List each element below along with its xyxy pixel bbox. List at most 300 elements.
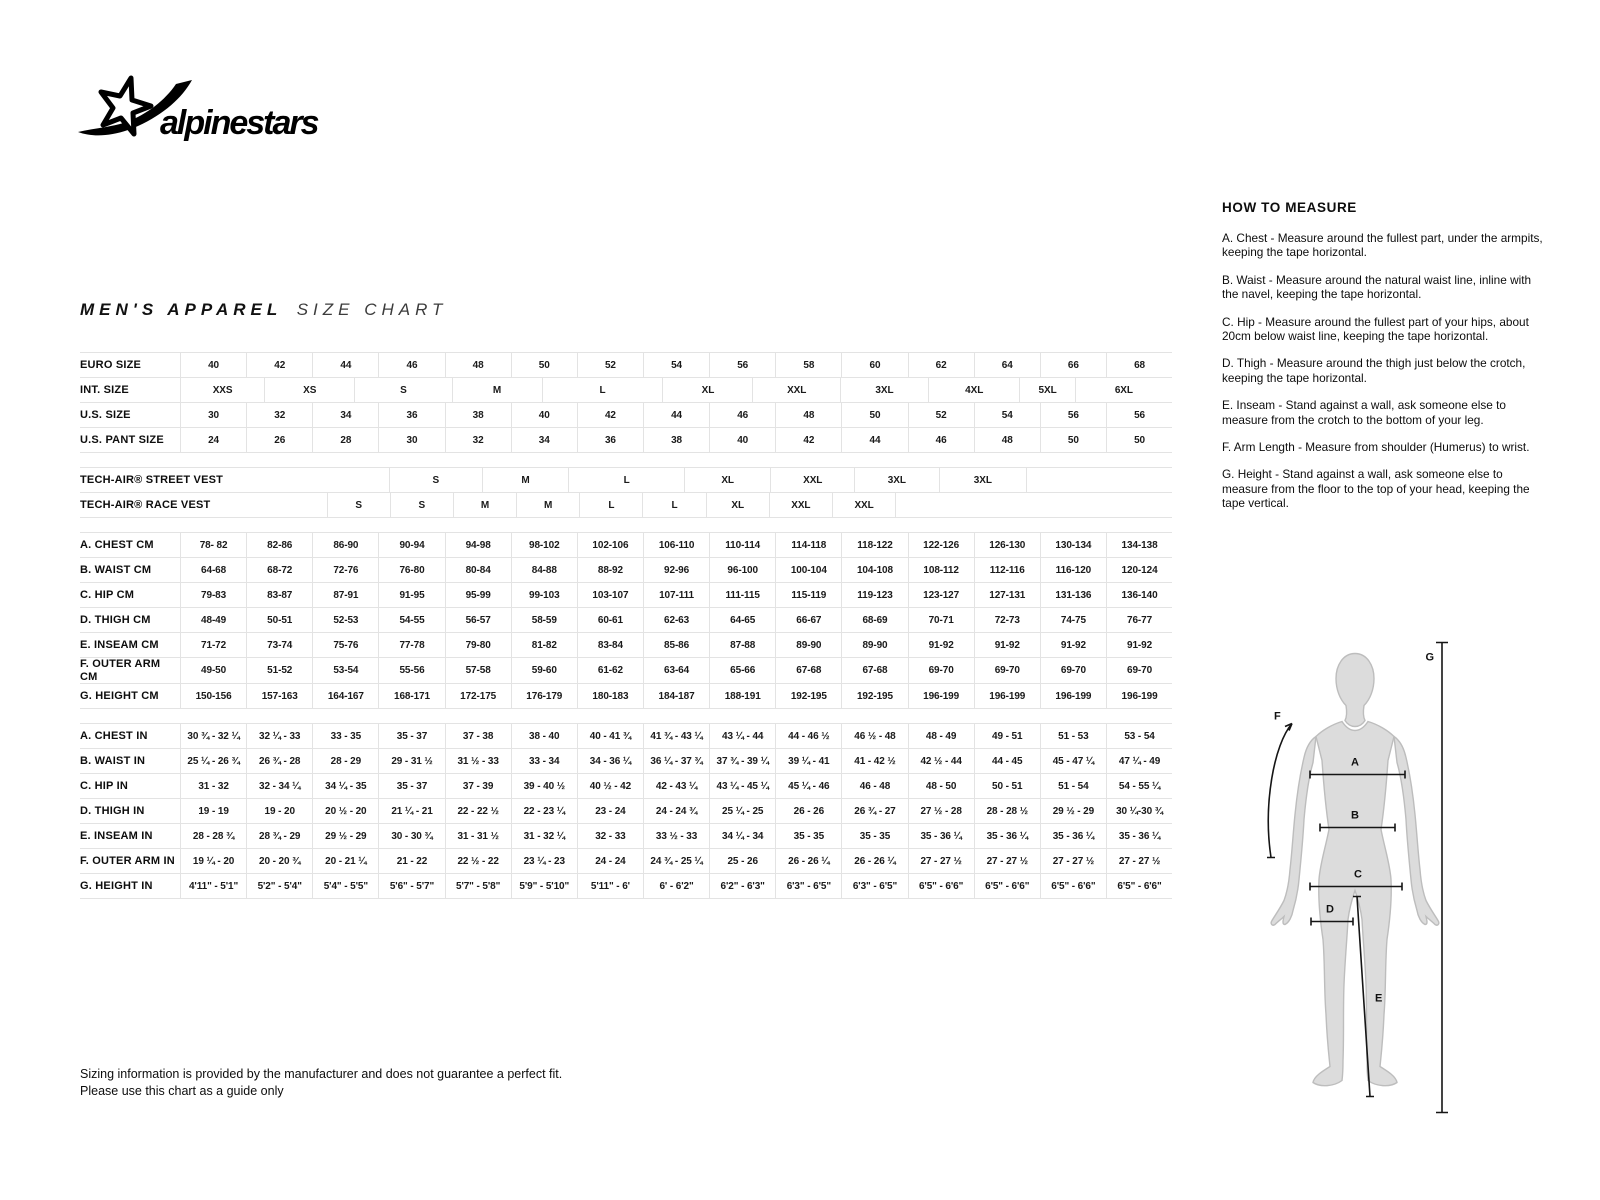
height-measure-line: [1425, 643, 1448, 1113]
size-cell: 48: [445, 353, 511, 377]
size-cell: 26 ¾ - 27: [841, 799, 907, 823]
size-cell: 50: [1040, 428, 1106, 452]
size-cell: 5'11" - 6': [577, 874, 643, 898]
size-cell: 77-78: [378, 633, 444, 657]
size-cell: 44 - 45: [974, 749, 1040, 773]
size-cell: 48: [974, 428, 1040, 452]
size-cell: 35 - 35: [841, 824, 907, 848]
size-cell: 104-108: [841, 558, 907, 582]
size-cell: 103-107: [577, 583, 643, 607]
size-cell: 39 ¼ - 41: [775, 749, 841, 773]
size-cell: 65-66: [709, 658, 775, 683]
row-label: U.S. SIZE: [80, 408, 131, 421]
size-cell: 37 - 38: [445, 724, 511, 748]
size-cell: L: [642, 493, 705, 517]
size-cell: 58-59: [511, 608, 577, 632]
size-cell: S: [354, 378, 451, 402]
size-cell: 134-138: [1106, 533, 1172, 557]
size-cell: 50: [1106, 428, 1172, 452]
size-cell: 64-65: [709, 608, 775, 632]
size-cell: 188-191: [709, 684, 775, 708]
measure-instruction-height: G. Height - Stand against a wall, ask someone else to measure from the floor to the top of your head, keeping the tape vertical.: [1222, 467, 1530, 511]
size-cell: 34 ¼ - 35: [312, 774, 378, 798]
size-cell: 26 - 26: [775, 799, 841, 823]
size-cell: 26 - 26 ¼: [775, 849, 841, 873]
row-cells: [180, 378, 1172, 402]
size-cell: 136-140: [1106, 583, 1172, 607]
size-cell: XL: [684, 468, 770, 492]
size-cell: 51-52: [246, 658, 312, 683]
size-cell: 168-171: [378, 684, 444, 708]
size-cell: 22 - 22 ½: [445, 799, 511, 823]
size-cell: 76-80: [378, 558, 444, 582]
row-cells: [180, 558, 1172, 582]
size-cell: 73-74: [246, 633, 312, 657]
size-cell: 33 ½ - 33: [643, 824, 709, 848]
size-cell: 38: [643, 428, 709, 452]
size-cell: 35 - 35: [775, 824, 841, 848]
size-cell: 87-88: [709, 633, 775, 657]
size-cell: 75-76: [312, 633, 378, 657]
size-cell: 25 ¼ - 25: [709, 799, 775, 823]
size-cell: 46: [378, 353, 444, 377]
size-cell: 40 - 41 ¾: [577, 724, 643, 748]
size-cell: 123-127: [908, 583, 974, 607]
size-cell: XL: [706, 493, 769, 517]
size-cell: 21 ¼ - 21: [378, 799, 444, 823]
table-row: [80, 824, 1172, 849]
size-cell: 25 ¼ - 26 ¾: [180, 749, 246, 773]
size-cell: 24 ¾ - 25 ¼: [643, 849, 709, 873]
size-cell: 32: [445, 428, 511, 452]
row-label: B. WAIST CM: [80, 563, 152, 576]
size-cell: 56: [1040, 403, 1106, 427]
size-cell: 44: [643, 403, 709, 427]
size-cell: 98-102: [511, 533, 577, 557]
size-cell: 42 ½ - 44: [908, 749, 974, 773]
size-cell: 6'5" - 6'6": [974, 874, 1040, 898]
size-cell: 196-199: [908, 684, 974, 708]
row-cells: [180, 849, 1172, 873]
size-cell: 46: [908, 428, 974, 452]
size-cell: 23 - 24: [577, 799, 643, 823]
size-cell: 30 ¼-30 ¾: [1106, 799, 1172, 823]
size-cell: 196-199: [974, 684, 1040, 708]
size-cell: 41 ¾ - 43 ¼: [643, 724, 709, 748]
size-cell: 6XL: [1075, 378, 1172, 402]
size-cell: 120-124: [1106, 558, 1172, 582]
size-cell: 74-75: [1040, 608, 1106, 632]
size-cell: 131-136: [1040, 583, 1106, 607]
size-cell: 62-63: [643, 608, 709, 632]
size-cell: 150-156: [180, 684, 246, 708]
size-cell: 89-90: [841, 633, 907, 657]
table-group: [80, 467, 1172, 518]
size-cell: 26 - 26 ¼: [841, 849, 907, 873]
row-label: C. HIP CM: [80, 588, 135, 601]
size-cell: 32 - 33: [577, 824, 643, 848]
row-label: TECH-AIR® STREET VEST: [80, 473, 224, 486]
size-cell: 48-49: [180, 608, 246, 632]
size-cell: 34: [312, 403, 378, 427]
size-cell: 32: [246, 403, 312, 427]
size-cell: 60-61: [577, 608, 643, 632]
size-cell: 29 ½ - 29: [1040, 799, 1106, 823]
empty-cell: [1026, 468, 1172, 492]
size-cell: 24 - 24: [577, 849, 643, 873]
size-cell: 66: [1040, 353, 1106, 377]
size-cell: 30 - 30 ¾: [378, 824, 444, 848]
size-cell: 32 - 34 ¼: [246, 774, 312, 798]
size-cell: 40: [709, 428, 775, 452]
size-cell: 23 ¼ - 23: [511, 849, 577, 873]
size-cell: 122-126: [908, 533, 974, 557]
size-cell: 6'3" - 6'5": [775, 874, 841, 898]
size-cell: 40 ½ - 42: [577, 774, 643, 798]
size-cell: 28 - 29: [312, 749, 378, 773]
row-cells: [180, 724, 1172, 748]
table-group: [80, 352, 1172, 453]
size-cell: 84-88: [511, 558, 577, 582]
size-cell: 52: [577, 353, 643, 377]
size-cell: XS: [264, 378, 354, 402]
size-cell: 5'4" - 5'5": [312, 874, 378, 898]
size-cell: 130-134: [1040, 533, 1106, 557]
size-cell: 30: [378, 428, 444, 452]
label-d: D: [1326, 903, 1334, 916]
size-cell: 49 - 51: [974, 724, 1040, 748]
page-title: [80, 300, 447, 320]
size-cell: 52: [908, 403, 974, 427]
size-cell: 20 ½ - 20: [312, 799, 378, 823]
table-row: [80, 874, 1172, 899]
size-cell: 54: [643, 353, 709, 377]
size-cell: 29 - 31 ½: [378, 749, 444, 773]
size-cell: 83-87: [246, 583, 312, 607]
table-row: [80, 723, 1172, 749]
size-cell: 50: [841, 403, 907, 427]
size-cell: 21 - 22: [378, 849, 444, 873]
measure-instruction-chest: A. Chest - Measure around the fullest part, under the armpits, keeping the tape horizontal.: [1222, 231, 1543, 260]
measure-instruction-arm: F. Arm Length - Measure from shoulder (Humerus) to wrist.: [1222, 439, 1530, 454]
row-cells: [180, 353, 1172, 377]
row-label: INT. SIZE: [80, 383, 129, 396]
size-cell: 36: [378, 403, 444, 427]
size-cell: 71-72: [180, 633, 246, 657]
size-cell: 81-82: [511, 633, 577, 657]
size-cell: 31 ½ - 33: [445, 749, 511, 773]
measure-instruction-hip: C. Hip - Measure around the fullest part of your hips, about 20cm below waist line, keeping the tape horizontal.: [1222, 314, 1529, 343]
size-cell: 54 - 55 ¼: [1106, 774, 1172, 798]
measure-instruction-thigh: D. Thigh - Measure around the thigh just below the crotch, keeping the tape horizontal.: [1222, 356, 1526, 385]
size-cell: 69-70: [1040, 658, 1106, 683]
how-to-measure-title: HOW TO MEASURE: [1222, 200, 1357, 215]
size-cell: 56: [709, 353, 775, 377]
size-cell: 20 - 20 ¾: [246, 849, 312, 873]
size-cell: 58: [775, 353, 841, 377]
size-cell: 79-83: [180, 583, 246, 607]
size-cell: 32 ¼ - 33: [246, 724, 312, 748]
size-cell: 184-187: [643, 684, 709, 708]
size-cell: 36: [577, 428, 643, 452]
size-cell: 27 - 27 ½: [908, 849, 974, 873]
size-cell: 60: [841, 353, 907, 377]
size-cell: 37 ¾ - 39 ¼: [709, 749, 775, 773]
size-cell: 86-90: [312, 533, 378, 557]
row-cells: [180, 403, 1172, 427]
size-cell: 5'9" - 5'10": [511, 874, 577, 898]
size-cell: 88-92: [577, 558, 643, 582]
size-cell: 47 ¼ - 49: [1106, 749, 1172, 773]
row-cells: [210, 493, 1172, 517]
size-cell: 3XL: [854, 468, 938, 492]
size-cell: 76-77: [1106, 608, 1172, 632]
size-cell: 83-84: [577, 633, 643, 657]
size-cell: 5'7" - 5'8": [445, 874, 511, 898]
size-cell: 127-131: [974, 583, 1040, 607]
empty-cell: [223, 468, 389, 492]
size-cell: 28 ¾ - 29: [246, 824, 312, 848]
measure-instruction-inseam: E. Inseam - Stand against a wall, ask someone else to measure from the crotch to the bottom of your leg.: [1222, 398, 1506, 427]
body-diagram: [1230, 622, 1520, 1117]
size-cell: 68: [1106, 353, 1172, 377]
row-label: F. OUTER ARM CM: [80, 658, 161, 683]
size-cell: 45 ¼ - 46: [775, 774, 841, 798]
size-cell: 48 - 49: [908, 724, 974, 748]
size-cell: 110-114: [709, 533, 775, 557]
page-title-secondary: SIZE CHART: [296, 300, 448, 319]
size-cell: 44: [312, 353, 378, 377]
label-c: C: [1354, 868, 1362, 881]
table-row: [80, 849, 1172, 874]
size-cell: 114-118: [775, 533, 841, 557]
size-cell: 24 - 24 ¾: [643, 799, 709, 823]
size-cell: 33 - 34: [511, 749, 577, 773]
table-row: [80, 633, 1172, 658]
size-cell: XL: [662, 378, 752, 402]
size-cell: 42: [577, 403, 643, 427]
table-row: [80, 658, 1172, 684]
size-cell: 95-99: [445, 583, 511, 607]
size-cell: 102-106: [577, 533, 643, 557]
how-to-measure-panel: [1222, 200, 1546, 523]
size-cell: M: [452, 378, 542, 402]
size-cell: XXL: [832, 493, 895, 517]
label-e: E: [1375, 992, 1383, 1005]
table-row: [80, 608, 1172, 633]
size-cell: 19 - 20: [246, 799, 312, 823]
size-cell: 19 - 19: [180, 799, 246, 823]
row-label: A. CHEST CM: [80, 538, 154, 551]
size-cell: 24: [180, 428, 246, 452]
size-cell: 106-110: [643, 533, 709, 557]
size-cell: 38: [445, 403, 511, 427]
size-cell: 68-72: [246, 558, 312, 582]
size-cell: 157-163: [246, 684, 312, 708]
size-cell: 79-80: [445, 633, 511, 657]
size-cell: 99-103: [511, 583, 577, 607]
size-cell: 27 - 27 ½: [974, 849, 1040, 873]
size-cell: L: [579, 493, 642, 517]
size-cell: 35 - 37: [378, 724, 444, 748]
size-cell: M: [453, 493, 516, 517]
size-cell: 22 - 23 ¼: [511, 799, 577, 823]
size-cell: 69-70: [974, 658, 1040, 683]
size-cell: 48: [775, 403, 841, 427]
page-title-primary: MEN'S APPAREL: [80, 300, 283, 319]
size-cell: 27 ½ - 28: [908, 799, 974, 823]
row-label: EURO SIZE: [80, 358, 142, 371]
size-cell: 78- 82: [180, 533, 246, 557]
size-cell: 46 ½ - 48: [841, 724, 907, 748]
row-label: E. INSEAM IN: [80, 829, 153, 842]
size-cell: 180-183: [577, 684, 643, 708]
size-cell: XXL: [752, 378, 839, 402]
row-label: G. HEIGHT CM: [80, 689, 159, 702]
size-cell: 80-84: [445, 558, 511, 582]
row-cells: [180, 583, 1172, 607]
size-cell: 96-100: [709, 558, 775, 582]
size-cell: 6'2" - 6'3": [709, 874, 775, 898]
size-cell: 35 - 36 ¼: [974, 824, 1040, 848]
size-cell: 50-51: [246, 608, 312, 632]
size-cell: 94-98: [445, 533, 511, 557]
table-row: [80, 558, 1172, 583]
size-cell: 51 - 54: [1040, 774, 1106, 798]
size-cell: 6'5" - 6'6": [908, 874, 974, 898]
table-row: [80, 403, 1172, 428]
size-cell: 29 ½ - 29: [312, 824, 378, 848]
size-cell: 6'5" - 6'6": [1040, 874, 1106, 898]
size-cell: 5'6" - 5'7": [378, 874, 444, 898]
size-cell: 33 - 35: [312, 724, 378, 748]
size-cell: 40: [180, 353, 246, 377]
size-cell: 35 - 37: [378, 774, 444, 798]
size-cell: 118-122: [841, 533, 907, 557]
size-cell: 100-104: [775, 558, 841, 582]
size-cell: XXL: [769, 493, 832, 517]
size-cell: 68-69: [841, 608, 907, 632]
size-cell: 27 - 27 ½: [1106, 849, 1172, 873]
row-label: U.S. PANT SIZE: [80, 433, 164, 446]
table-group: [80, 723, 1172, 899]
size-cell: 91-92: [1106, 633, 1172, 657]
size-cell: 43 ¼ - 45 ¼: [709, 774, 775, 798]
size-cell: 27 - 27 ½: [1040, 849, 1106, 873]
size-cell: 91-92: [1040, 633, 1106, 657]
size-cell: 4XL: [928, 378, 1019, 402]
size-cell: 37 - 39: [445, 774, 511, 798]
size-cell: 57-58: [445, 658, 511, 683]
size-cell: 41 - 42 ½: [841, 749, 907, 773]
size-cell: 54-55: [378, 608, 444, 632]
size-cell: 87-91: [312, 583, 378, 607]
row-cells: [180, 799, 1172, 823]
row-label: B. WAIST IN: [80, 754, 146, 767]
footer-line-2: Please use this chart as a guide only: [80, 1084, 284, 1098]
size-cell: 53-54: [312, 658, 378, 683]
size-cell: 20 - 21 ¼: [312, 849, 378, 873]
size-cell: 42 - 43 ¼: [643, 774, 709, 798]
size-cell: 63-64: [643, 658, 709, 683]
table-row: [80, 532, 1172, 558]
size-cell: 34 - 36 ¼: [577, 749, 643, 773]
size-cell: 6'5" - 6'6": [1106, 874, 1172, 898]
size-cell: 67-68: [775, 658, 841, 683]
size-cell: 172-175: [445, 684, 511, 708]
size-cell: 70-71: [908, 608, 974, 632]
size-cell: 42: [775, 428, 841, 452]
label-a: A: [1351, 756, 1359, 769]
size-cell: 92-96: [643, 558, 709, 582]
table-row: [80, 749, 1172, 774]
size-cell: 89-90: [775, 633, 841, 657]
size-cell: S: [390, 493, 453, 517]
measure-instruction-waist: B. Waist - Measure around the natural waist line, inline with the navel, keeping the tape horizontal.: [1222, 272, 1532, 302]
size-cell: 119-123: [841, 583, 907, 607]
row-label: TECH-AIR® RACE VEST: [80, 498, 211, 511]
row-cells: [180, 824, 1172, 848]
size-cell: 28 - 28 ¾: [180, 824, 246, 848]
size-cell: 19 ¼ - 20: [180, 849, 246, 873]
size-cell: 42: [246, 353, 312, 377]
size-cell: S: [327, 493, 390, 517]
size-cell: 91-92: [908, 633, 974, 657]
size-cell: 28 - 28 ½: [974, 799, 1040, 823]
size-cell: 43 ¼ - 44: [709, 724, 775, 748]
row-cells: [223, 468, 1172, 492]
size-cell: 66-67: [775, 608, 841, 632]
size-cell: 39 - 40 ½: [511, 774, 577, 798]
size-cell: XXL: [770, 468, 854, 492]
size-cell: 35 - 36 ¼: [1106, 824, 1172, 848]
size-cell: 40: [511, 403, 577, 427]
size-cell: 111-115: [709, 583, 775, 607]
size-cell: 85-86: [643, 633, 709, 657]
size-cell: 69-70: [1106, 658, 1172, 683]
row-label: D. THIGH IN: [80, 804, 145, 817]
table-row: [80, 774, 1172, 799]
size-cell: 46: [709, 403, 775, 427]
row-cells: [180, 608, 1172, 632]
row-cells: [180, 658, 1172, 683]
row-cells: [180, 633, 1172, 657]
empty-cell: [210, 493, 326, 517]
size-cell: 56-57: [445, 608, 511, 632]
size-cell: 56: [1106, 403, 1172, 427]
table-row: [80, 493, 1172, 518]
size-cell: 35 - 36 ¼: [908, 824, 974, 848]
size-cell: 50: [511, 353, 577, 377]
row-cells: [180, 533, 1172, 557]
table-row: [80, 378, 1172, 403]
row-cells: [180, 874, 1172, 898]
size-table: [80, 352, 1172, 899]
size-cell: 36 ¼ - 37 ¾: [643, 749, 709, 773]
size-cell: 67-68: [841, 658, 907, 683]
size-cell: 48 - 50: [908, 774, 974, 798]
table-row: [80, 799, 1172, 824]
size-cell: 35 - 36 ¼: [1040, 824, 1106, 848]
row-label: F. OUTER ARM IN: [80, 854, 175, 867]
size-cell: 31 - 32 ¼: [511, 824, 577, 848]
size-cell: 53 - 54: [1106, 724, 1172, 748]
size-cell: M: [482, 468, 568, 492]
size-cell: 69-70: [908, 658, 974, 683]
size-cell: 51 - 53: [1040, 724, 1106, 748]
size-cell: 112-116: [974, 558, 1040, 582]
size-cell: 64: [974, 353, 1040, 377]
